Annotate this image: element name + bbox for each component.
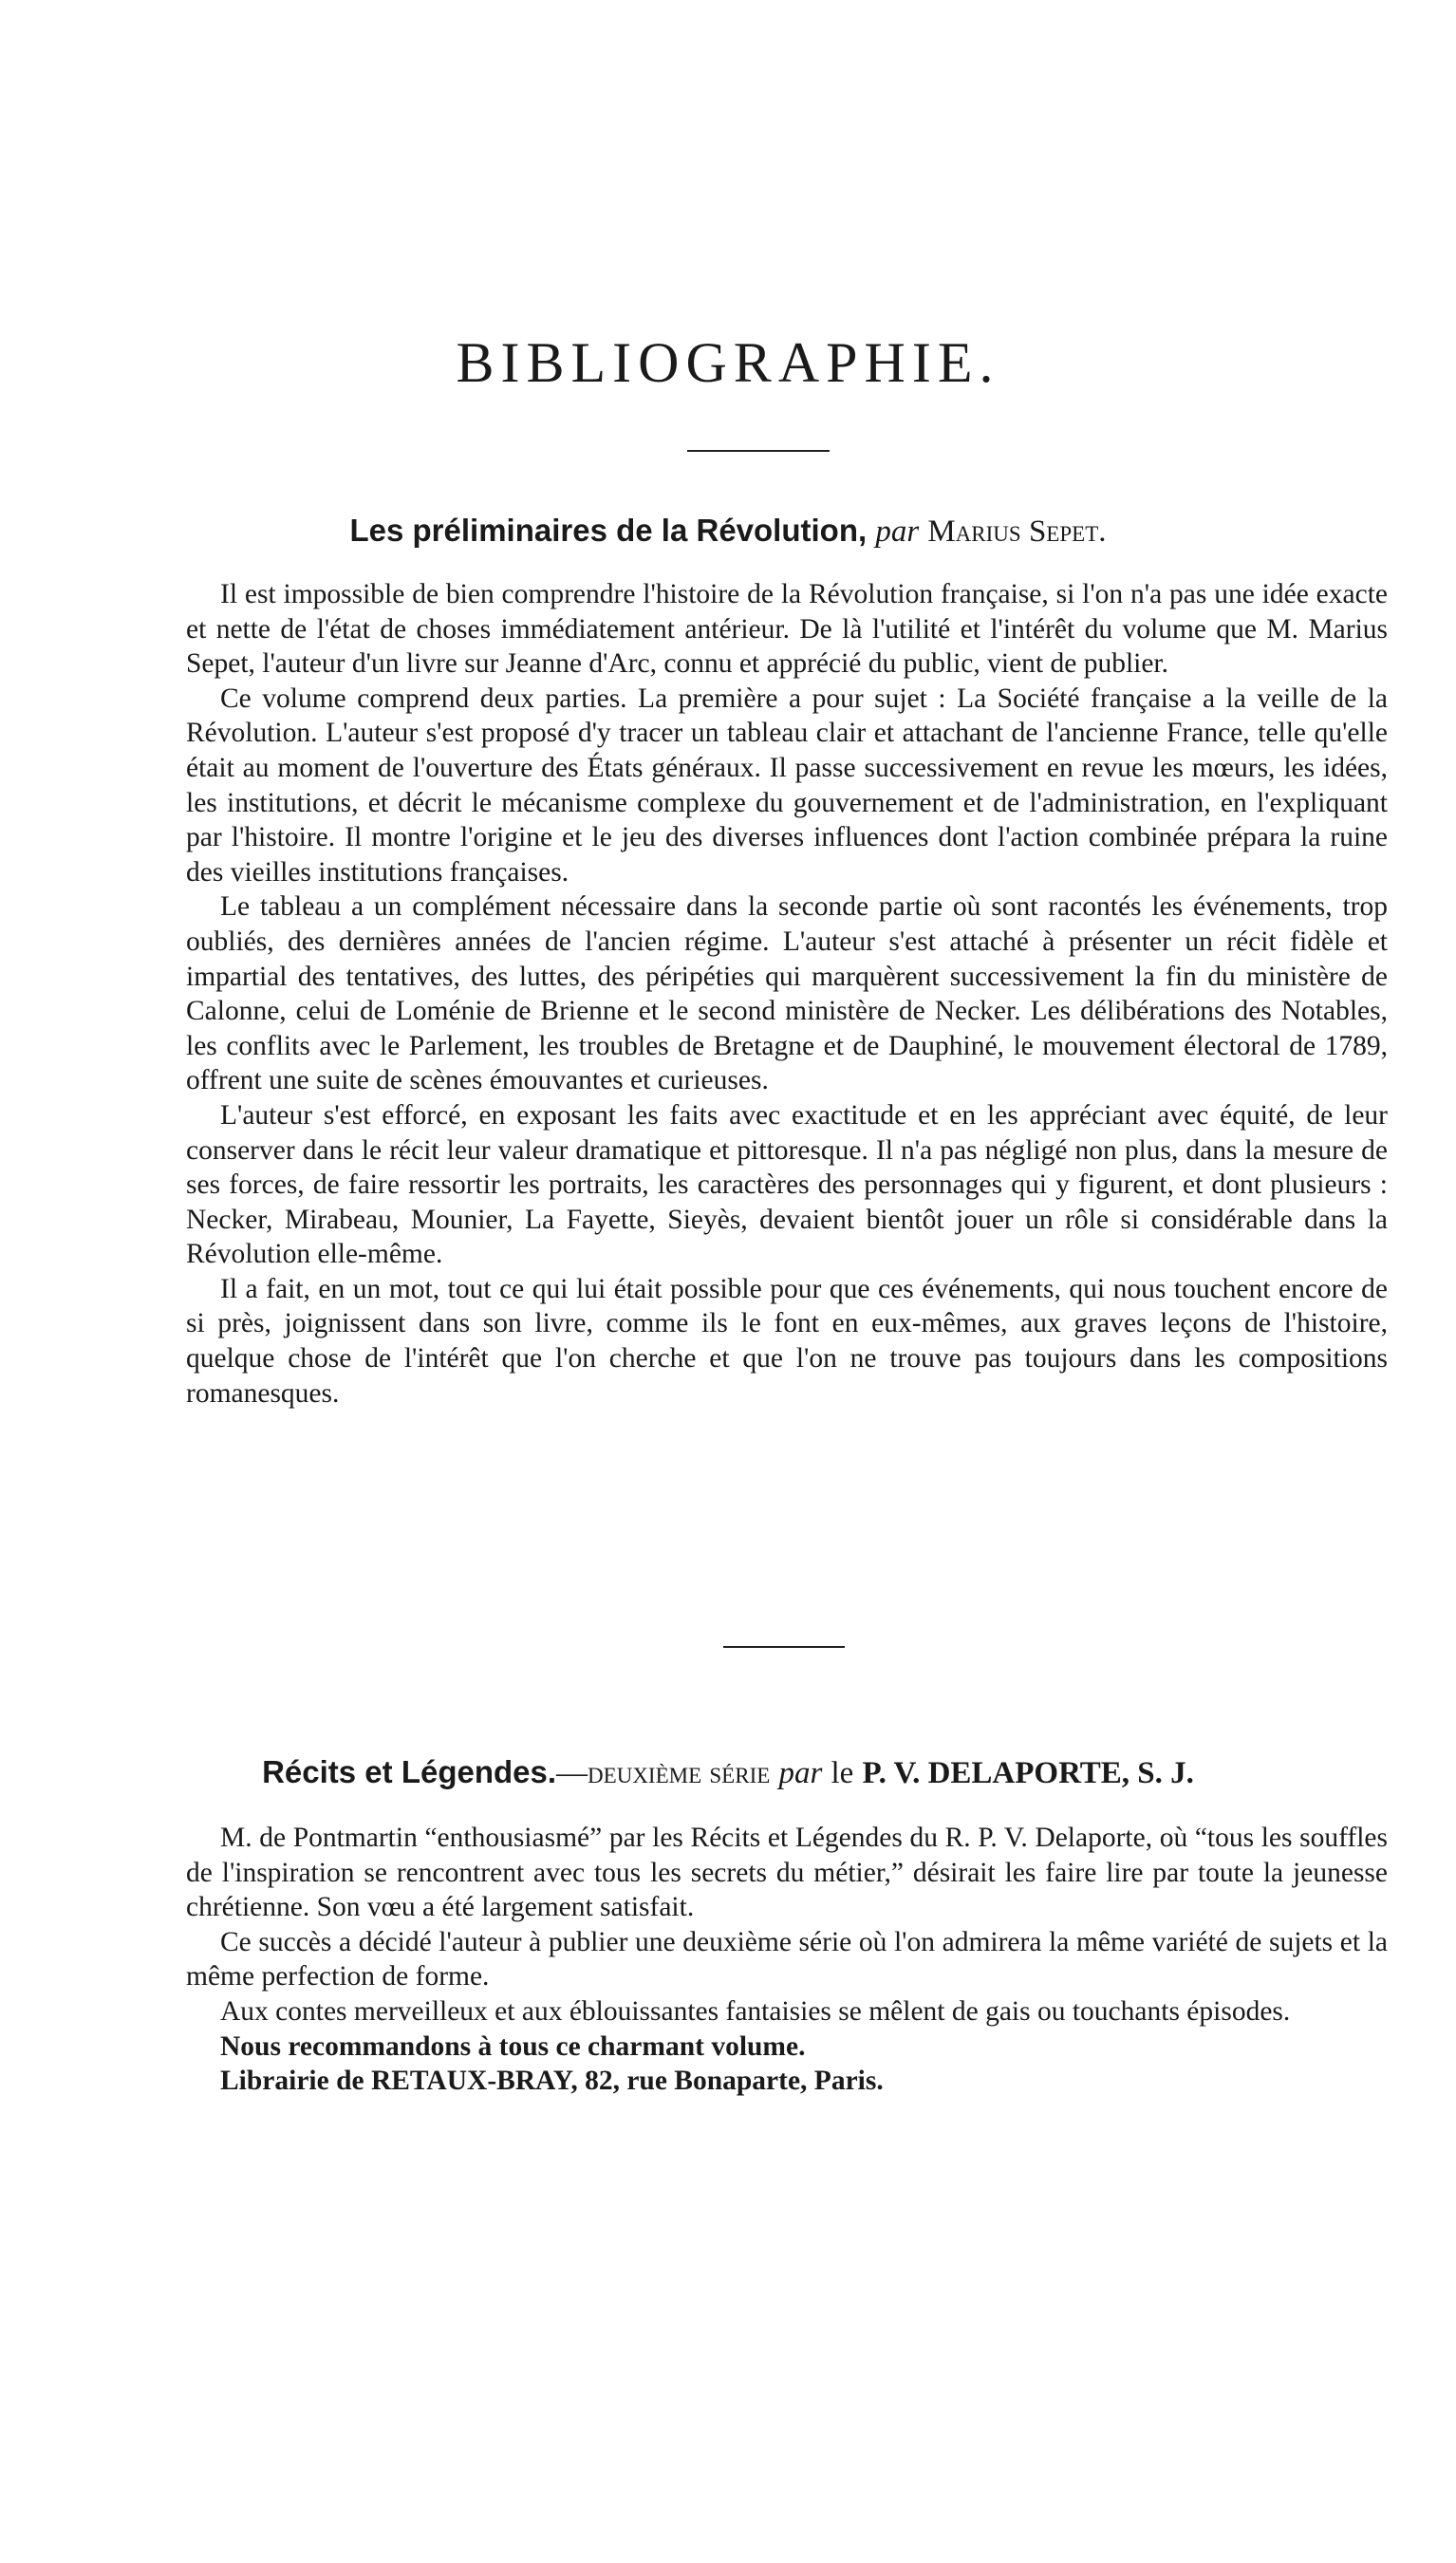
section-divider (723, 1646, 845, 1648)
review-1-heading (0, 513, 1456, 550)
review-2-paragraph: M. de Pontmartin “enthousiasmé” par les Récits et Légendes du R. P. V. Delaporte, où “tous les souffles de l'inspiration se rencontrent avec tous les secrets du métier,” désirait les faire lire par toute la jeunesse chrétienne. Son vœu a été largement satisfait. (186, 1823, 1388, 1923)
review-1-paragraph: Il a fait, en un mot, tout ce qui lui était possible pour que ces événements, qui nous touchent encore de si près, joignissent dans son livre, comme ils le font en eux-mêmes, aux graves leçons de l'histoire, quelque chose de l'intérêt que l'on cherche et que l'on ne trouve pas toujours dans les compositions romanesques. (186, 1273, 1388, 1409)
review-2-heading (0, 1754, 1456, 1791)
review-1-title: Les préliminaires de la Révolution, (349, 513, 868, 548)
review-2-recommendation: Nous recommandons à tous ce charmant volume. (220, 2030, 806, 2062)
review-2-publisher: Librairie de RETAUX-BRAY, 82, rue Bonaparte, Paris. (220, 2066, 884, 2097)
review-1-body (186, 577, 1388, 1411)
review-2-le: le (831, 1756, 854, 1790)
review-1-paragraph: Ce volume comprend deux parties. La première a pour sujet : La Société française a la veille de la Révolution. L'auteur s'est proposé d'y tracer un tableau clair et attachant de l'ancienne France, telle qu'elle était au moment de l'ouverture des États généraux. Il passe successivement en revue les mœurs, les idées, les institutions, et décrit le mécanisme complexe du gouvernement et de l'administration, en l'expliquant par l'histoire. Il montre l'origine et le jeu des diverses influences dont l'action combinée prépara la ruine des vieilles institutions françaises. (186, 683, 1388, 888)
title-divider (687, 450, 830, 452)
review-2-paragraph: Aux contes merveilleux et aux éblouissantes fantaisies se mêlent de gais ou touchants épisodes. (220, 1995, 1291, 2027)
review-1-paragraph: Le tableau a un complément nécessaire dans la seconde partie où sont racontés les événements, trop oubliés, des dernières années de l'ancien régime. L'auteur s'est attaché à présenter un récit fidèle et impartial des tentatives, des luttes, des péripéties qui marquèrent successivement la fin du ministère de Calonne, celui de Loménie de Brienne et le second ministère de Necker. Les délibérations des Notables, les conflits avec le Parlement, les troubles de Bretagne et de Dauphiné, le mouvement électoral de 1789, offrent une suite de scènes émouvantes et curieuses. (186, 891, 1388, 1096)
review-2-body (186, 1821, 1388, 2099)
review-1-author: Marius Sepet. (927, 514, 1107, 549)
review-2-author: P. V. DELAPORTE, S. J. (862, 1756, 1194, 1790)
review-1-paragraph: Il est impossible de bien comprendre l'histoire de la Révolution française, si l'on n'a pas une idée exacte et nette de l'état de choses immédiatement antérieur. De là l'utilité et l'intérêt du volume que M. Marius Sepet, l'auteur d'un livre sur Jeanne d'Arc, connu et apprécié du public, vient de publier. (186, 579, 1388, 680)
review-2-by: par (778, 1756, 823, 1790)
review-1-paragraph: L'auteur s'est efforcé, en exposant les faits avec exactitude et en les appréciant avec équité, de leur conserver dans le récit leur valeur dramatique et pittoresque. Il n'a pas négligé non plus, dans la mesure de ses forces, de faire ressortir les portraits, les caractères des personnages qui y figurent, et dont plusieurs : Necker, Mirabeau, Mounier, La Fayette, Sieyès, devaient bientôt jouer un rôle si considérable dans la Révolution elle-même. (186, 1099, 1388, 1270)
review-1-by: par (875, 514, 920, 549)
review-2-title: Récits et Légendes. (262, 1754, 557, 1789)
page-title: BIBLIOGRAPHIE. (456, 331, 1000, 394)
review-2-paragraph: Ce succès a décidé l'auteur à publier une deuxième série où l'on admirera la même variété de sujets et la même perfection de forme. (186, 1926, 1388, 1992)
review-2-series: —deuxième série (556, 1756, 771, 1790)
